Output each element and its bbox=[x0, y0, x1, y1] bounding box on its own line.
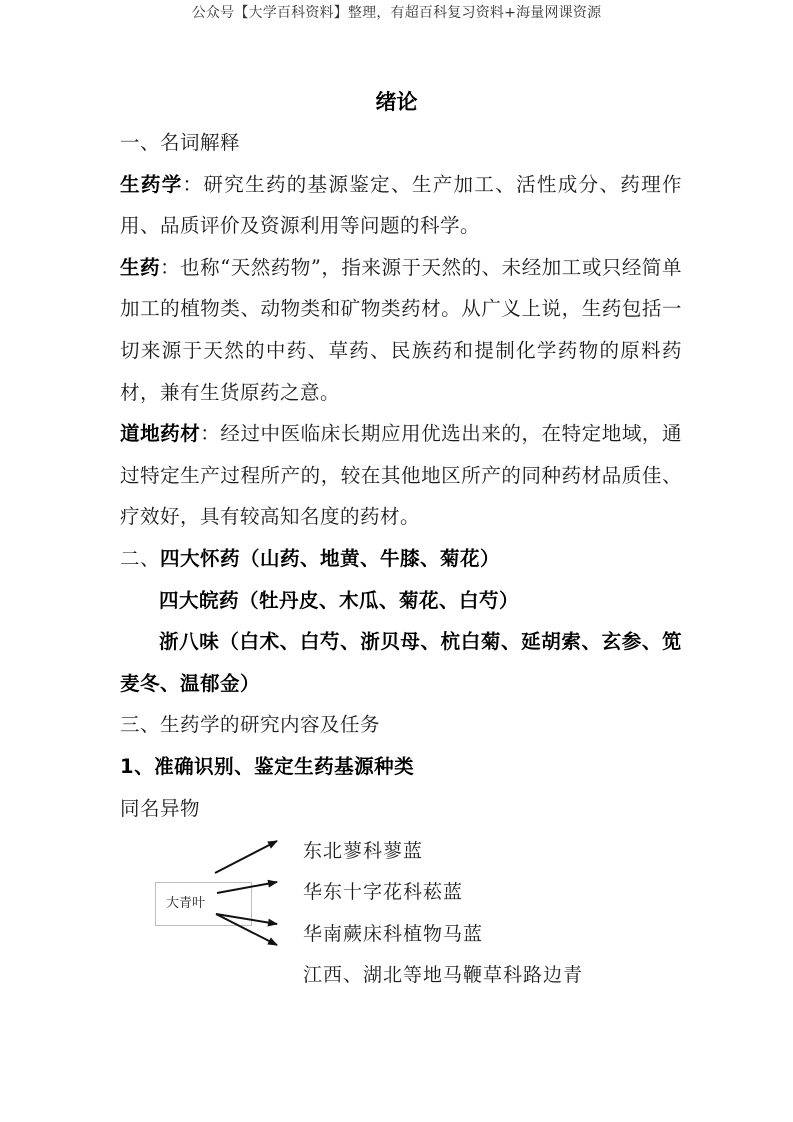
term-definition-shengyaoxue bbox=[120, 164, 682, 247]
page-title: 绪论 bbox=[375, 90, 418, 114]
section-heading-terms: 一、名词解释 bbox=[120, 131, 241, 154]
section2-line-huaiyao bbox=[120, 538, 682, 580]
diagram-target-2: 华东十字花科菘蓝 bbox=[303, 881, 464, 903]
herb-group-wanyao: 四大皖药（牡丹皮、木瓜、菊花、白芍） bbox=[159, 588, 520, 612]
arrow-icon bbox=[215, 841, 277, 873]
term-separator: ： bbox=[200, 422, 221, 446]
term-label: 生药学 bbox=[120, 172, 183, 196]
diagram-source-box: 大青叶 bbox=[155, 882, 252, 926]
term-definition-shengyao bbox=[120, 247, 682, 413]
subheading-identification: 1、准确识别、鉴定生药基源种类 bbox=[120, 754, 415, 778]
diagram-target-1: 东北蓼科蓼蓝 bbox=[303, 840, 424, 862]
term-text: 研究生药的基源鉴定、生产加工、活性成分、药理作用、品质评价及资源利用等问题的科学。 bbox=[120, 172, 682, 238]
term-text: 经过中医临床长期应用优选出来的，在特定地域，通过特定生产过程所产的，较在其他地区所产的同种药材品质佳、疗效好，具有较高知名度的药材。 bbox=[120, 422, 682, 529]
term-separator: ： bbox=[182, 172, 204, 196]
section2-prefix: 二、 bbox=[120, 546, 161, 570]
section-heading-research: 三、生药学的研究内容及任务 bbox=[120, 713, 381, 737]
section2-line-wanyao bbox=[120, 580, 682, 622]
document-body bbox=[120, 122, 682, 829]
term-label: 道地药材 bbox=[120, 422, 201, 446]
header-note: 公众号【大学百科资料】整理，有超百科复习资料+海量网课资源 bbox=[191, 5, 602, 21]
herb-group-zhebawei: 浙八味（白术、白芍、浙贝母、杭白菊、延胡索、玄参、笕麦冬、温郁金） bbox=[120, 630, 682, 695]
term-text: 也称“天然药物”，指来源于天然的、未经加工或只经简单加工的植物类、动物类和矿物类药材。从广义上说，生药包括一切来源于天然的中药、草药、民族药和提制化学药物的原料药材，兼有生货原药之意。 bbox=[120, 255, 682, 404]
label-homonym: 同名异物 bbox=[120, 796, 201, 820]
term-separator: ： bbox=[160, 255, 181, 279]
diagram-target-3: 华南蕨床科植物马蓝 bbox=[303, 923, 484, 945]
term-label: 生药 bbox=[120, 255, 161, 279]
term-definition-daodi bbox=[120, 413, 682, 538]
herb-group-huaiyao: 四大怀药（山药、地黄、牛膝、菊花） bbox=[160, 546, 501, 570]
diagram-target-4: 江西、湖北等地马鞭草科路边青 bbox=[303, 964, 584, 986]
